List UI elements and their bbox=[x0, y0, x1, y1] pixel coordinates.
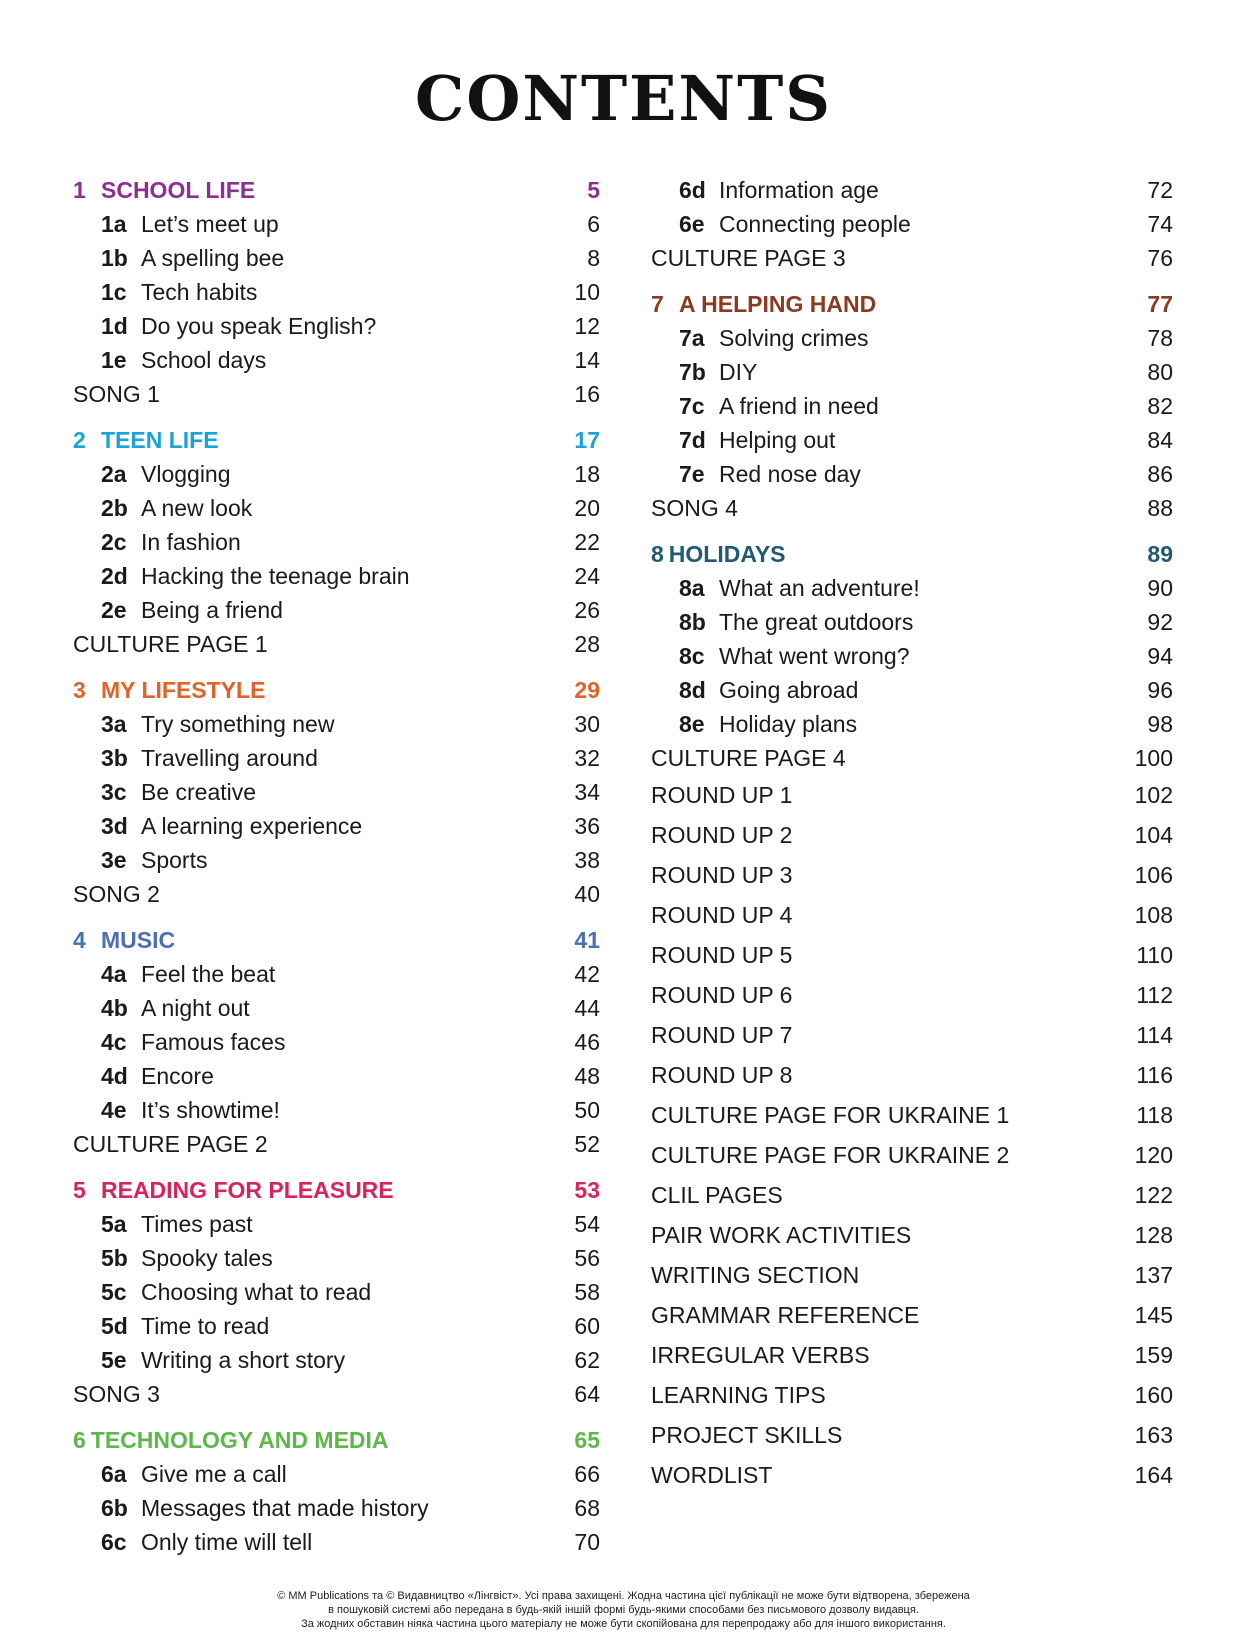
page-number: 137 bbox=[1134, 1262, 1173, 1288]
contents-right-column bbox=[651, 173, 1173, 1495]
page-number: 41 bbox=[574, 927, 600, 953]
entry-number: 3 bbox=[73, 677, 86, 703]
lesson-entry bbox=[73, 741, 600, 775]
section-entry bbox=[651, 1375, 1173, 1415]
page-number: 88 bbox=[1147, 495, 1173, 521]
page-number: 6 bbox=[587, 211, 600, 237]
page-number: 40 bbox=[574, 881, 600, 907]
lesson-entry bbox=[73, 775, 600, 809]
entry-title: Being a friend bbox=[141, 597, 283, 623]
chapter-heading bbox=[73, 173, 600, 207]
page-number: 36 bbox=[574, 813, 600, 839]
entry-title: MUSIC bbox=[101, 927, 176, 953]
lesson-entry bbox=[73, 1525, 600, 1559]
lesson-entry bbox=[73, 343, 600, 377]
entry-number: 6e bbox=[679, 211, 705, 237]
entry-title: SONG 1 bbox=[73, 381, 160, 407]
entry-number: 2c bbox=[101, 529, 127, 555]
page-number: 18 bbox=[574, 461, 600, 487]
footer-line: © MM Publications та © Видавництво «Лінгвіст». Усі права захищені. Жодна частина цієї публікації не може бути відтворена, збережена bbox=[277, 1590, 970, 1602]
entry-title: TECHNOLOGY AND MEDIA bbox=[90, 1427, 389, 1453]
section-entry bbox=[651, 775, 1173, 815]
page-number: 5 bbox=[587, 177, 600, 203]
page-number: 24 bbox=[574, 563, 600, 589]
entry-title: Travelling around bbox=[141, 745, 318, 771]
chapter-heading bbox=[651, 287, 1173, 321]
page-number: 94 bbox=[1147, 643, 1173, 669]
lesson-entry bbox=[73, 207, 600, 241]
section-entry bbox=[651, 1055, 1173, 1095]
lesson-entry bbox=[73, 525, 600, 559]
entry-title: Times past bbox=[141, 1211, 253, 1237]
page-number: 106 bbox=[1134, 862, 1173, 888]
lesson-entry bbox=[651, 605, 1173, 639]
page-number: 68 bbox=[574, 1495, 600, 1521]
entry-number: 1d bbox=[101, 313, 128, 339]
page-number: 114 bbox=[1136, 1022, 1173, 1048]
page-number: 28 bbox=[574, 631, 600, 657]
entry-title: School days bbox=[141, 347, 267, 373]
page-number: 46 bbox=[574, 1029, 600, 1055]
entry-number: 4a bbox=[101, 961, 127, 987]
section-entry bbox=[651, 741, 1173, 775]
entry-title: Famous faces bbox=[141, 1029, 286, 1055]
entry-title: Let’s meet up bbox=[141, 211, 279, 237]
entry-number: 3c bbox=[101, 779, 127, 805]
page-number: 12 bbox=[574, 313, 600, 339]
lesson-entry bbox=[73, 275, 600, 309]
entry-number: 5d bbox=[101, 1313, 128, 1339]
entry-number: 6d bbox=[679, 177, 706, 203]
lesson-entry bbox=[73, 1025, 600, 1059]
section-entry bbox=[651, 1255, 1173, 1295]
page-number: 78 bbox=[1147, 325, 1173, 351]
entry-title: Do you speak English? bbox=[141, 313, 377, 339]
lesson-entry bbox=[651, 457, 1173, 491]
page-number: 82 bbox=[1147, 393, 1173, 419]
entry-number: 8e bbox=[679, 711, 705, 737]
lesson-entry bbox=[651, 355, 1173, 389]
entry-title: Feel the beat bbox=[141, 961, 276, 987]
page-number: 110 bbox=[1136, 942, 1173, 968]
page-number: 160 bbox=[1134, 1382, 1173, 1408]
page-title: CONTENTS bbox=[414, 62, 832, 135]
chapter-heading bbox=[73, 1423, 600, 1457]
entry-title: MY LIFESTYLE bbox=[101, 677, 266, 703]
entry-title: What an adventure! bbox=[719, 575, 920, 601]
entry-title: ROUND UP 8 bbox=[651, 1062, 793, 1088]
entry-number: 1b bbox=[101, 245, 128, 271]
lesson-entry bbox=[73, 1343, 600, 1377]
contents-left-column bbox=[73, 173, 600, 1559]
entry-title: GRAMMAR REFERENCE bbox=[651, 1302, 920, 1328]
page-number: 64 bbox=[574, 1381, 600, 1407]
page-number: 50 bbox=[574, 1097, 600, 1123]
entry-title: Try something new bbox=[141, 711, 335, 737]
entry-title: WRITING SECTION bbox=[651, 1262, 860, 1288]
entry-number: 8b bbox=[679, 609, 706, 635]
lesson-entry bbox=[73, 991, 600, 1025]
page-number: 159 bbox=[1134, 1342, 1173, 1368]
lesson-entry bbox=[73, 1207, 600, 1241]
page-number: 44 bbox=[574, 995, 600, 1021]
entry-number: 3e bbox=[101, 847, 127, 873]
section-entry bbox=[651, 975, 1173, 1015]
page-number: 108 bbox=[1134, 902, 1173, 928]
entry-title: In fashion bbox=[141, 529, 241, 555]
entry-title: It’s showtime! bbox=[141, 1097, 280, 1123]
entry-title: Writing a short story bbox=[141, 1347, 346, 1373]
entry-title: CLIL PAGES bbox=[651, 1182, 783, 1208]
entry-title: Hacking the teenage brain bbox=[141, 563, 410, 589]
lesson-entry bbox=[651, 321, 1173, 355]
entry-number: 1 bbox=[73, 177, 86, 203]
section-entry bbox=[651, 491, 1173, 525]
entry-title: Messages that made history bbox=[141, 1495, 429, 1521]
entry-title: PROJECT SKILLS bbox=[651, 1422, 843, 1448]
page-number: 74 bbox=[1147, 211, 1173, 237]
page-number: 10 bbox=[574, 279, 600, 305]
section-entry bbox=[651, 1015, 1173, 1055]
page-number: 42 bbox=[574, 961, 600, 987]
section-entry bbox=[651, 895, 1173, 935]
entry-number: 3b bbox=[101, 745, 128, 771]
page-number: 65 bbox=[574, 1427, 600, 1453]
entry-title: Vlogging bbox=[141, 461, 231, 487]
entry-title: WORDLIST bbox=[651, 1462, 773, 1488]
entry-number: 4e bbox=[101, 1097, 127, 1123]
entry-title: CULTURE PAGE FOR UKRAINE 1 bbox=[651, 1102, 1010, 1128]
lesson-entry bbox=[73, 593, 600, 627]
section-entry bbox=[651, 1295, 1173, 1335]
entry-number: 3d bbox=[101, 813, 128, 839]
entry-title: HOLIDAYS bbox=[668, 541, 786, 567]
page-number: 84 bbox=[1147, 427, 1173, 453]
lesson-entry bbox=[73, 309, 600, 343]
page-number: 17 bbox=[574, 427, 600, 453]
entry-number: 8 bbox=[651, 541, 664, 567]
chapter-heading bbox=[73, 673, 600, 707]
lesson-entry bbox=[73, 843, 600, 877]
entry-number: 8a bbox=[679, 575, 705, 601]
entry-title: ROUND UP 1 bbox=[651, 782, 793, 808]
entry-number: 8d bbox=[679, 677, 706, 703]
entry-title: ROUND UP 6 bbox=[651, 982, 793, 1008]
page-number: 102 bbox=[1134, 782, 1173, 808]
page-number: 22 bbox=[574, 529, 600, 555]
entry-title: Time to read bbox=[141, 1313, 270, 1339]
lesson-entry bbox=[73, 1275, 600, 1309]
entry-title: A night out bbox=[141, 995, 250, 1021]
page-number: 120 bbox=[1134, 1142, 1173, 1168]
page-number: 89 bbox=[1147, 541, 1173, 567]
entry-number: 5e bbox=[101, 1347, 127, 1373]
copyright-footer bbox=[0, 1589, 1247, 1631]
page-number: 92 bbox=[1147, 609, 1173, 635]
page-number: 100 bbox=[1134, 745, 1173, 771]
lesson-entry bbox=[73, 1059, 600, 1093]
page-number: 80 bbox=[1147, 359, 1173, 385]
entry-title: Holiday plans bbox=[719, 711, 858, 737]
entry-title: SONG 3 bbox=[73, 1381, 160, 1407]
footer-line: в пошуковій системі або передана в будь-якій іншій формі будь-якими способами без письмового дозволу видавця. bbox=[328, 1604, 919, 1616]
page-number: 60 bbox=[574, 1313, 600, 1339]
entry-title: Helping out bbox=[719, 427, 836, 453]
lesson-entry bbox=[73, 1457, 600, 1491]
entry-title: Connecting people bbox=[719, 211, 911, 237]
page-number: 164 bbox=[1134, 1462, 1173, 1488]
entry-title: Be creative bbox=[141, 779, 257, 805]
entry-title: ROUND UP 5 bbox=[651, 942, 793, 968]
page-number: 66 bbox=[574, 1461, 600, 1487]
page-number: 90 bbox=[1147, 575, 1173, 601]
lesson-entry bbox=[73, 559, 600, 593]
entry-number: 4d bbox=[101, 1063, 128, 1089]
entry-title: READING FOR PLEASURE bbox=[101, 1177, 394, 1203]
entry-number: 7d bbox=[679, 427, 706, 453]
chapter-heading bbox=[73, 1173, 600, 1207]
entry-title: A friend in need bbox=[719, 393, 879, 419]
section-entry bbox=[651, 241, 1173, 275]
entry-number: 2e bbox=[101, 597, 127, 623]
entry-title: DIY bbox=[719, 359, 758, 385]
entry-number: 6b bbox=[101, 1495, 128, 1521]
entry-number: 5a bbox=[101, 1211, 127, 1237]
page-number: 38 bbox=[574, 847, 600, 873]
entry-title: TEEN LIFE bbox=[101, 427, 219, 453]
entry-title: Choosing what to read bbox=[141, 1279, 372, 1305]
entry-title: ROUND UP 2 bbox=[651, 822, 793, 848]
page-number: 163 bbox=[1134, 1422, 1173, 1448]
entry-number: 4c bbox=[101, 1029, 127, 1055]
entry-number: 5c bbox=[101, 1279, 127, 1305]
page-number: 112 bbox=[1136, 982, 1173, 1008]
section-entry bbox=[73, 1127, 600, 1161]
entry-number: 6 bbox=[73, 1427, 86, 1453]
lesson-entry bbox=[73, 1241, 600, 1275]
page-number: 116 bbox=[1136, 1062, 1173, 1088]
entry-title: A spelling bee bbox=[141, 245, 285, 271]
entry-title: A HELPING HAND bbox=[679, 291, 877, 317]
section-entry bbox=[73, 377, 600, 411]
entry-title: A new look bbox=[141, 495, 253, 521]
page-number: 8 bbox=[587, 245, 600, 271]
lesson-entry bbox=[651, 639, 1173, 673]
section-entry bbox=[651, 1095, 1173, 1135]
entry-number: 5 bbox=[73, 1177, 86, 1203]
section-entry bbox=[651, 1135, 1173, 1175]
page-number: 29 bbox=[574, 677, 600, 703]
lesson-entry bbox=[651, 673, 1173, 707]
page-number: 16 bbox=[574, 381, 600, 407]
footer-line: За жодних обставин ніяка частина цього матеріалу не може бути скопійована для перепродажу або для іншого використання. bbox=[301, 1618, 946, 1630]
lesson-entry bbox=[73, 809, 600, 843]
page-number: 62 bbox=[574, 1347, 600, 1373]
lesson-entry bbox=[73, 457, 600, 491]
entry-number: 4 bbox=[73, 927, 86, 953]
entry-title: LEARNING TIPS bbox=[651, 1382, 826, 1408]
section-entry bbox=[651, 815, 1173, 855]
page-number: 104 bbox=[1134, 822, 1173, 848]
entry-title: The great outdoors bbox=[719, 609, 914, 635]
entry-title: CULTURE PAGE FOR UKRAINE 2 bbox=[651, 1142, 1010, 1168]
section-entry bbox=[651, 935, 1173, 975]
entry-number: 7e bbox=[679, 461, 705, 487]
page-number: 48 bbox=[574, 1063, 600, 1089]
entry-title: Information age bbox=[719, 177, 879, 203]
lesson-entry bbox=[73, 241, 600, 275]
entry-title: A learning experience bbox=[141, 813, 363, 839]
lesson-entry bbox=[73, 1491, 600, 1525]
entry-title: SCHOOL LIFE bbox=[101, 177, 256, 203]
page-number: 56 bbox=[574, 1245, 600, 1271]
entry-title: CULTURE PAGE 4 bbox=[651, 745, 846, 771]
page-number: 54 bbox=[574, 1211, 600, 1237]
page-number: 98 bbox=[1147, 711, 1173, 737]
entry-title: CULTURE PAGE 2 bbox=[73, 1131, 268, 1157]
page-number: 20 bbox=[574, 495, 600, 521]
section-entry bbox=[651, 1455, 1173, 1495]
page-number: 77 bbox=[1147, 291, 1173, 317]
entry-title: ROUND UP 3 bbox=[651, 862, 793, 888]
chapter-heading bbox=[73, 423, 600, 457]
entry-title: Solving crimes bbox=[719, 325, 869, 351]
entry-title: ROUND UP 7 bbox=[651, 1022, 793, 1048]
page-number: 96 bbox=[1147, 677, 1173, 703]
entry-title: SONG 2 bbox=[73, 881, 160, 907]
entry-number: 1c bbox=[101, 279, 127, 305]
page-number: 128 bbox=[1134, 1222, 1173, 1248]
page-number: 118 bbox=[1136, 1102, 1173, 1128]
entry-title: Only time will tell bbox=[141, 1529, 313, 1555]
entry-title: IRREGULAR VERBS bbox=[651, 1342, 870, 1368]
entry-number: 7 bbox=[651, 291, 664, 317]
page-number: 76 bbox=[1147, 245, 1173, 271]
entry-title: ROUND UP 4 bbox=[651, 902, 793, 928]
lesson-entry bbox=[651, 571, 1173, 605]
page-number: 53 bbox=[574, 1177, 600, 1203]
section-entry bbox=[73, 1377, 600, 1411]
entry-number: 7c bbox=[679, 393, 705, 419]
section-entry bbox=[73, 627, 600, 661]
entry-title: Spooky tales bbox=[141, 1245, 273, 1271]
entry-title: What went wrong? bbox=[719, 643, 910, 669]
entry-number: 1e bbox=[101, 347, 127, 373]
entry-title: PAIR WORK ACTIVITIES bbox=[651, 1222, 912, 1248]
entry-title: SONG 4 bbox=[651, 495, 738, 521]
lesson-entry bbox=[651, 423, 1173, 457]
lesson-entry bbox=[651, 173, 1173, 207]
page-number: 14 bbox=[574, 347, 600, 373]
section-entry bbox=[73, 877, 600, 911]
entry-number: 2b bbox=[101, 495, 128, 521]
entry-number: 6a bbox=[101, 1461, 127, 1487]
entry-number: 4b bbox=[101, 995, 128, 1021]
page-number: 70 bbox=[574, 1529, 600, 1555]
page-number: 58 bbox=[574, 1279, 600, 1305]
page-number: 86 bbox=[1147, 461, 1173, 487]
entry-title: CULTURE PAGE 1 bbox=[73, 631, 268, 657]
page-number: 34 bbox=[574, 779, 600, 805]
entry-number: 2d bbox=[101, 563, 128, 589]
entry-number: 7b bbox=[679, 359, 706, 385]
entry-title: Tech habits bbox=[141, 279, 258, 305]
page-number: 122 bbox=[1134, 1182, 1173, 1208]
entry-number: 5b bbox=[101, 1245, 128, 1271]
page-number: 72 bbox=[1147, 177, 1173, 203]
lesson-entry bbox=[73, 1309, 600, 1343]
lesson-entry bbox=[651, 389, 1173, 423]
lesson-entry bbox=[651, 707, 1173, 741]
entry-number: 7a bbox=[679, 325, 705, 351]
page-number: 26 bbox=[574, 597, 600, 623]
entry-number: 8c bbox=[679, 643, 705, 669]
chapter-heading bbox=[73, 923, 600, 957]
page-number: 32 bbox=[574, 745, 600, 771]
entry-title: Give me a call bbox=[141, 1461, 287, 1487]
section-entry bbox=[651, 1175, 1173, 1215]
lesson-entry bbox=[73, 491, 600, 525]
lesson-entry bbox=[73, 957, 600, 991]
entry-title: CULTURE PAGE 3 bbox=[651, 245, 846, 271]
entry-number: 1a bbox=[101, 211, 127, 237]
section-entry bbox=[651, 855, 1173, 895]
entry-number: 3a bbox=[101, 711, 127, 737]
chapter-heading bbox=[651, 537, 1173, 571]
page-number: 145 bbox=[1134, 1302, 1173, 1328]
section-entry bbox=[651, 1215, 1173, 1255]
lesson-entry bbox=[73, 1093, 600, 1127]
entry-title: Red nose day bbox=[719, 461, 861, 487]
entry-number: 6c bbox=[101, 1529, 127, 1555]
lesson-entry bbox=[73, 707, 600, 741]
entry-number: 2a bbox=[101, 461, 127, 487]
section-entry bbox=[651, 1335, 1173, 1375]
entry-title: Going abroad bbox=[719, 677, 859, 703]
entry-title: Encore bbox=[141, 1063, 214, 1089]
entry-title: Sports bbox=[141, 847, 208, 873]
page-number: 30 bbox=[574, 711, 600, 737]
lesson-entry bbox=[651, 207, 1173, 241]
section-entry bbox=[651, 1415, 1173, 1455]
entry-number: 2 bbox=[73, 427, 86, 453]
page-number: 52 bbox=[574, 1131, 600, 1157]
